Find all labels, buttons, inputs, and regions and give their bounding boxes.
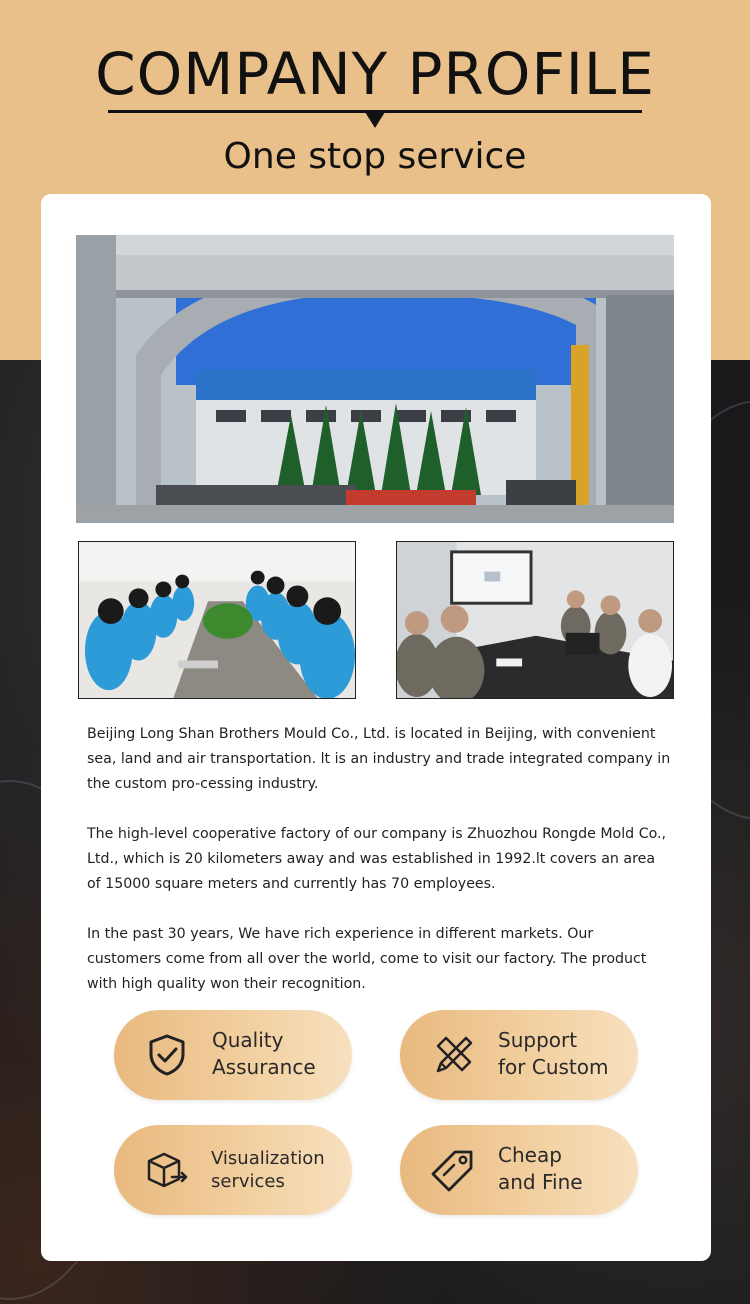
pencil-ruler-icon: [430, 1032, 476, 1078]
profile-card: [41, 194, 711, 1261]
feature-line-1: Visualization: [211, 1148, 325, 1169]
feature-cheap-and-fine: [400, 1125, 638, 1215]
paragraph-factory-info: The high-level cooperative factory of our company is Zhuozhou Rongde Mold Co., Ltd., which is 20 kilometers away and was established in 1992.lt covers an area of 15000 square meters and currently has 70 employees.: [87, 826, 667, 892]
feature-line-2: for Custom: [498, 1055, 609, 1079]
shield-check-icon: [144, 1032, 190, 1078]
feature-line-1: Cheap: [498, 1143, 562, 1167]
page-subtitle: One stop service: [223, 136, 527, 177]
feature-visualization-services: [114, 1125, 352, 1215]
paragraph-company-intro: Beijing Long Shan Brothers Mould Co., Ltd. is located in Beijing, with convenient sea, land and air transportation. lt is an industry and trade integrated company in the custom pro-cessing industry.: [87, 726, 671, 792]
page-title: COMPANY PROFILE: [95, 40, 655, 108]
feature-support-custom: [400, 1010, 638, 1100]
title-divider-arrow: [365, 112, 385, 128]
office-workers-photo: [78, 541, 356, 699]
feature-line-2: Assurance: [212, 1055, 316, 1079]
feature-line-1: Quality: [212, 1028, 284, 1052]
price-tag-icon: [430, 1147, 476, 1193]
feature-line-2: services: [211, 1171, 285, 1192]
feature-line-1: Support: [498, 1028, 578, 1052]
box-arrow-icon: [144, 1147, 190, 1193]
feature-line-2: and Fine: [498, 1170, 583, 1194]
meeting-room-photo: [396, 541, 674, 699]
paragraph-experience: In the past 30 years, We have rich experience in different markets. Our customers come from all over the world, come to visit our factory. The product with high quality won their recognition.: [87, 926, 647, 992]
feature-quality-assurance: [114, 1010, 352, 1100]
factory-gate-photo: [76, 235, 674, 523]
